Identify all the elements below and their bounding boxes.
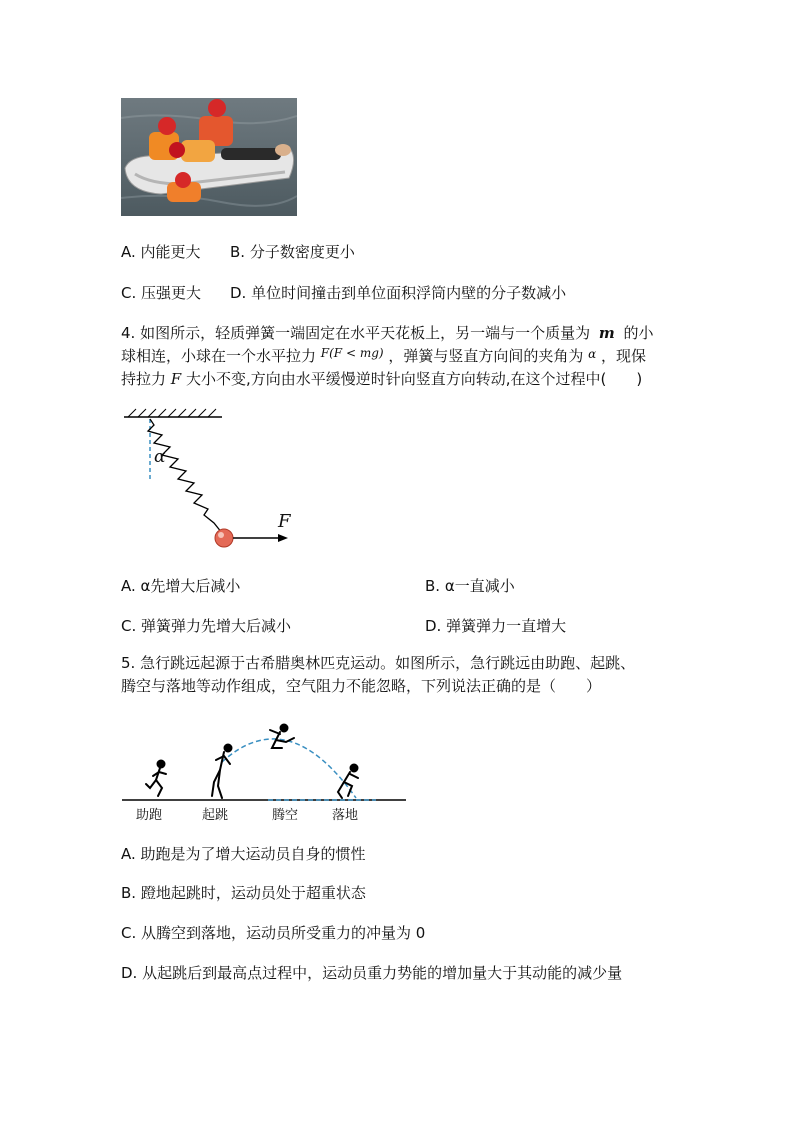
q4-var-m: m: [598, 324, 615, 342]
q4-stem-line1: [121, 323, 654, 343]
q4-force-expr: F(F < mg): [320, 346, 384, 360]
q3-option-c: C. 压强更大: [121, 284, 202, 302]
q5-label-run: 助跑: [136, 808, 163, 823]
q3-option-b: B. 分子数密度更小: [230, 243, 355, 261]
q5-option-c: C. 从腾空到落地，运动员所受重力的冲量为 0: [121, 924, 426, 942]
q4-stem-text: ，弹簧与竖直方向间的夹角为: [388, 347, 584, 365]
q4-stem-line2: [121, 346, 646, 367]
q4-option-b: B. α一直减小: [425, 577, 515, 595]
q4-option-d: D. 弹簧弹力一直增大: [425, 617, 567, 635]
q5-option-b: B. 蹬地起跳时，运动员处于超重状态: [121, 884, 366, 902]
q4-stem-text: 球相连，小球在一个水平拉力: [121, 347, 317, 365]
q4-stem-text: ，现保: [601, 347, 647, 365]
q5-label-flight: 腾空: [272, 808, 299, 823]
rescue-photo: [121, 98, 297, 216]
q4-stem-text: 持拉力: [121, 370, 167, 388]
q4-stem-line3: [121, 369, 642, 389]
q4-stem-text: 大小不变,方向由水平缓慢逆时针向竖直方向转动,在这个过程中( ): [186, 370, 643, 388]
q5-label-landing: 落地: [332, 808, 359, 823]
q3-option-d: D. 单位时间撞击到单位面积浮筒内壁的分子数减小: [230, 284, 567, 302]
q4-var-f: F: [170, 370, 182, 388]
q4-spring-figure: [118, 405, 308, 555]
q5-label-takeoff: 起跳: [202, 808, 229, 823]
q4-option-a: A. α先增大后减小: [121, 577, 241, 595]
q3-option-a: A. 内能更大: [121, 243, 201, 261]
q4-stem-text: 的小: [623, 324, 654, 342]
q5-long-jump-figure: [118, 712, 410, 824]
q5-stem-line1: 5. 急行跳远起源于古希腊奥林匹克运动。如图所示，急行跳远由助跑、起跳、: [121, 654, 636, 672]
q5-option-a: A. 助跑是为了增大运动员自身的惯性: [121, 845, 366, 863]
q5-option-d: D. 从起跳后到最高点过程中，运动员重力势能的增加量大于其动能的减少量: [121, 964, 623, 982]
q4-figure-force-label: F: [278, 511, 291, 532]
q4-figure-alpha-label: α: [154, 447, 166, 467]
q5-stem-line2: 腾空与落地等动作组成，空气阻力不能忽略，下列说法正确的是（ ）: [121, 677, 602, 695]
q4-var-alpha: α: [588, 347, 597, 361]
q4-stem-text: 4. 如图所示，轻质弹簧一端固定在水平天花板上，另一端与一个质量为: [121, 324, 591, 342]
q4-option-c: C. 弹簧弹力先增大后减小: [121, 617, 292, 635]
